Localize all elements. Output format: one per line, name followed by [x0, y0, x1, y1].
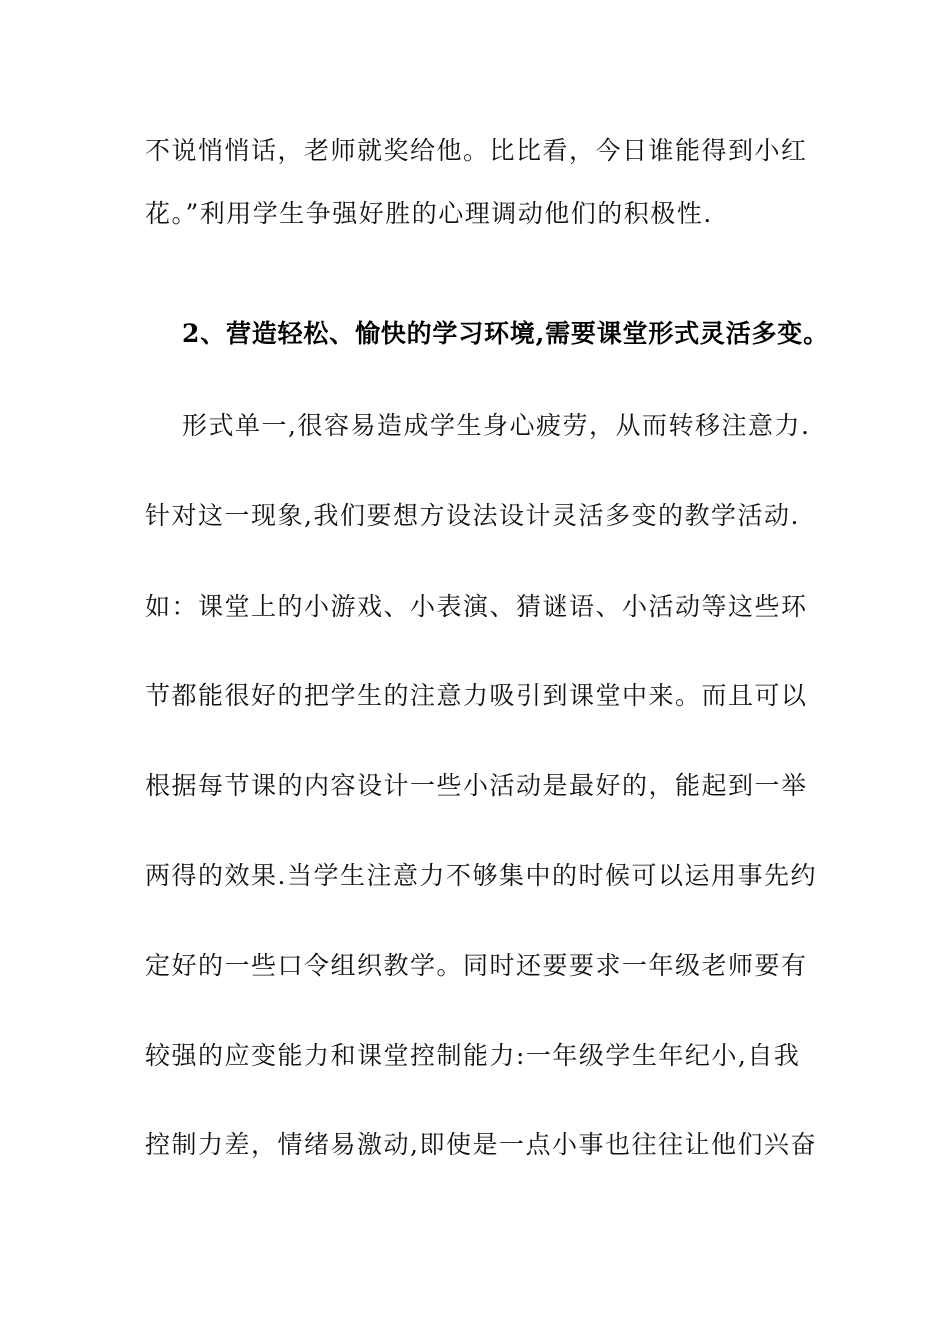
paragraph-line: 形式单一,很容易造成学生身心疲劳，从而转移注意力. — [182, 411, 811, 440]
paragraph-line: 较强的应变能力和课堂控制能力:一年级学生年纪小,自我 — [145, 1041, 801, 1070]
paragraph-line: 如：课堂上的小游戏、小表演、猜谜语、小活动等这些环 — [145, 592, 808, 621]
paragraph-line: 控制力差，情绪易激动,即使是一点小事也往往让他们兴奋 — [145, 1130, 817, 1159]
paragraph-line: 节都能很好的把学生的注意力吸引到课堂中来。而且可以 — [145, 681, 808, 710]
paragraph-line: 花。”利用学生争强好胜的心理调动他们的积极性. — [145, 199, 713, 228]
paragraph-line: 不说悄悄话，老师就奖给他。比比看，今日谁能得到小红 — [145, 136, 808, 165]
paragraph-line: 针对这一现象,我们要想方设法设计灵活多变的教学活动. — [145, 501, 800, 530]
paragraph-line: 定好的一些口令组织教学。同时还要要求一年级老师要有 — [145, 951, 808, 980]
section-heading: 2、营造轻松、愉快的学习环境,需要课堂形式灵活多变。 — [182, 319, 829, 348]
paragraph-line: 根据每节课的内容设计一些小活动是最好的，能起到一举 — [145, 771, 808, 800]
paragraph-line: 两得的效果.当学生注意力不够集中的时候可以运用事先约 — [145, 861, 817, 890]
